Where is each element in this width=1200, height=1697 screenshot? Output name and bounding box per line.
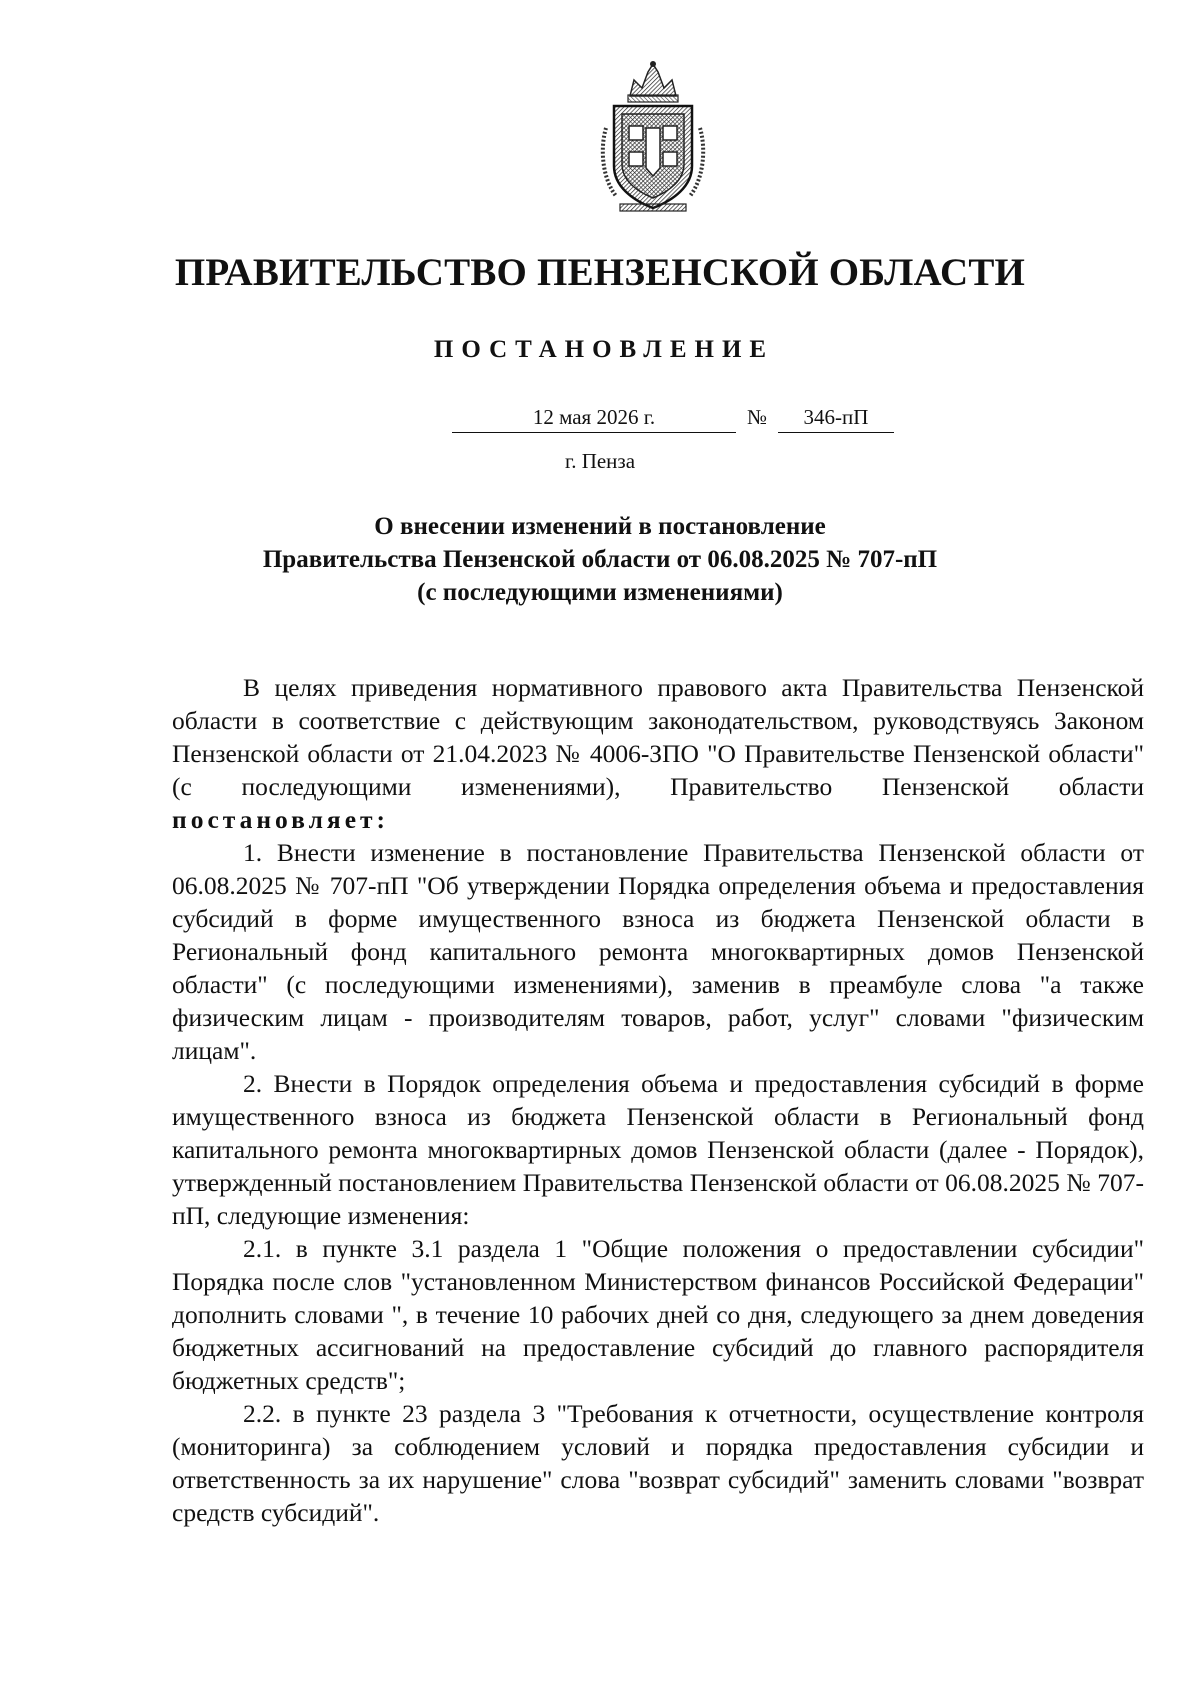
government-title: ПРАВИТЕЛЬСТВО ПЕНЗЕНСКОЙ ОБЛАСТИ	[174, 251, 1026, 294]
document-number: 346-пП	[778, 402, 894, 433]
decree-word: постановляет:	[172, 805, 390, 834]
subject-line-1: О внесении изменений в постановление	[374, 513, 826, 540]
subject-line-2: Правительства Пензенской области от 06.08.2025 № 707-пП	[262, 546, 938, 573]
number-sign: №	[746, 405, 768, 429]
document-type: ПОСТАНОВЛЕНИЕ	[433, 336, 775, 363]
document-body	[172, 671, 1144, 1529]
item-2-1-paragraph: 2.1. в пункте 3.1 раздела 1 "Общие положения о предоставлении субсидии" Порядка после слов "установленном Министерством финансов Российской Федерации" дополнить словами ", в течение 10 рабочих дней со дня, следующего за днем доведения бюджетных ассигнований на предоставление субсидий до главного распорядителя бюджетных средств";	[172, 1234, 1144, 1395]
preamble-paragraph	[172, 671, 1144, 836]
date-number-line	[0, 402, 1200, 438]
subject-line-3: (с последующими изменениями)	[417, 579, 783, 606]
document-date: 12 мая 2026 г.	[452, 402, 736, 433]
item-1-paragraph: 1. Внести изменение в постановление Правительства Пензенской области от 06.08.2025 № 707-пП "Об утверждении Порядка определения объема и предоставления субсидий в форме имущественного взноса из бюджета Пензенской области в Региональный фонд капитального ремонта многоквартирных домов Пензенской области" (с последующими изменениями), заменив в преамбуле слова "а также физическим лицам - производителям товаров, работ, услуг" словами "физическим лицам".	[172, 838, 1144, 1065]
item-2-2-paragraph: 2.2. в пункте 23 раздела 3 "Требования к отчетности, осуществление контроля (мониторинга) за соблюдением условий и порядка предоставления субсидии и ответственность за их нарушение" слова "возврат субсидий" заменить словами "возврат средств субсидий".	[172, 1399, 1144, 1527]
document-city: г. Пенза	[564, 449, 636, 473]
item-2-paragraph: 2. Внести в Порядок определения объема и предоставления субсидий в форме имущественного взноса из бюджета Пензенской области в Региональный фонд капитального ремонта многоквартирных домов Пензенской области (далее - Порядок), утвержденный постановлением Правительства Пензенской области от 06.08.2025 № 707-пП, следующие изменения:	[172, 1069, 1144, 1230]
coat-of-arms-icon	[596, 58, 710, 214]
preamble-text: В целях приведения нормативного правового акта Правительства Пензенской области в соответствие с действующим законодательством, руководствуясь Законом Пензенской области от 21.04.2023 № 4006-ЗПО "О Правительстве Пензенской области" (с последующими изменениями), Правительство Пензенской области	[172, 673, 1144, 801]
document-subject	[0, 510, 1200, 609]
